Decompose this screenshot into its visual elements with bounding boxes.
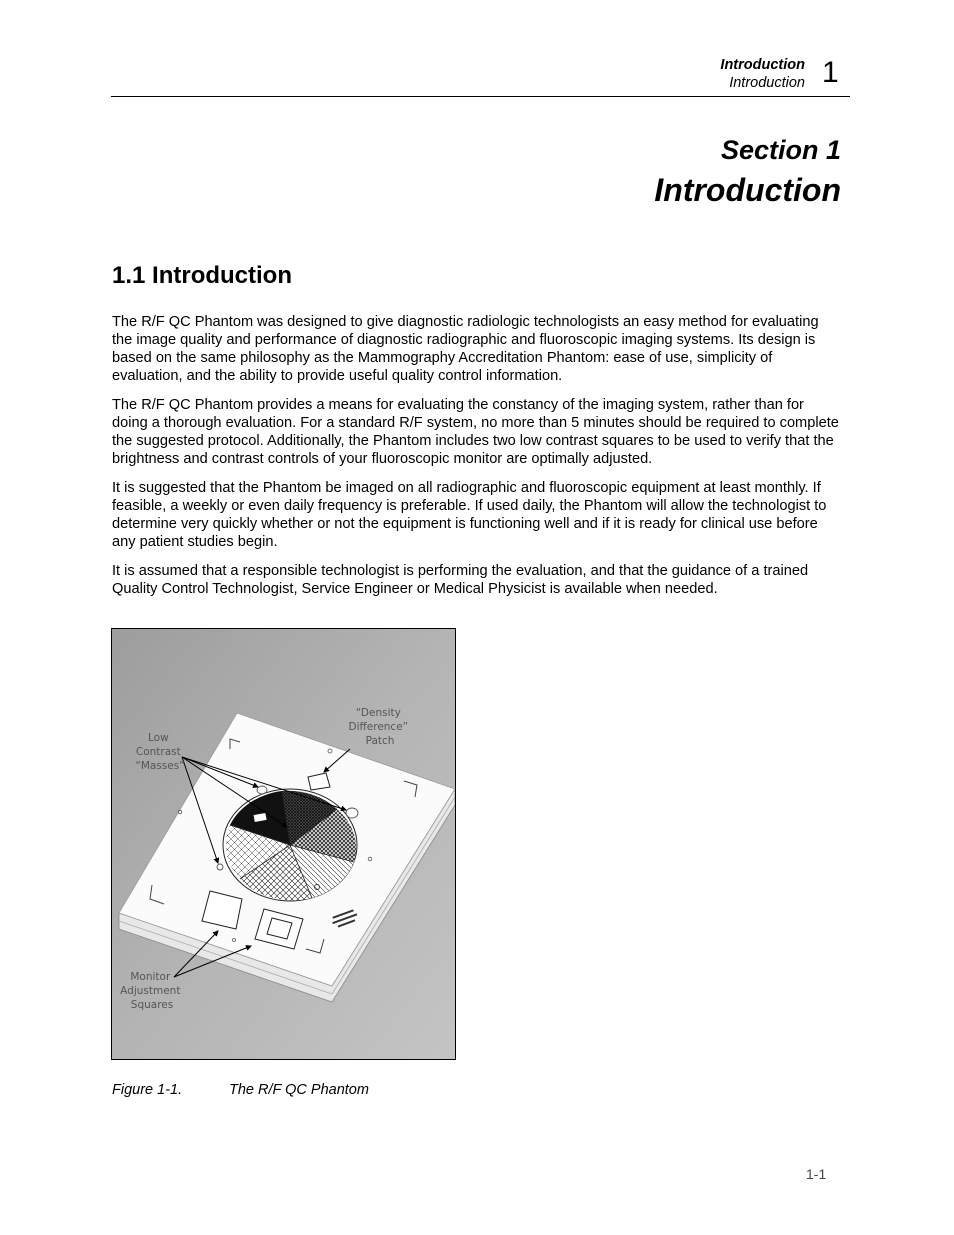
contrast-disc [223,789,357,901]
page-number: 1-1 [806,1166,827,1182]
phantom-figure [111,628,456,1060]
section-title: Introduction [654,172,841,208]
section-label: Section 1 [720,135,841,165]
low-contrast-label: Low Contrast “Masses” [135,732,185,772]
paragraph: The R/F QC Phantom was designed to give diagnostic radiologic technologists an easy method for evaluating the image quality and performance of diagnostic radiographic and fluoroscopic imaging systems. Its design is based on the same philosophy as the Mammography Accreditation Phantom: ease of use, simplicity of evaluation, and the ability to provide useful quality control information. [112,314,819,384]
chapter-number: 1 [822,56,839,89]
monitor-adjustment-label: Monitor Adjustment Squares [120,971,181,1011]
figure-caption [112,1081,369,1099]
running-head-section-title: Introduction [729,75,805,91]
paragraph: It is assumed that a responsible technologist is performing the evaluation, and that the guidance of a trained Quality Control Technologist, Service Engineer or Medical Physicist is available when needed. [112,563,809,597]
density-difference-label: “Density Difference” Patch [348,707,409,747]
paragraph: The R/F QC Phantom provides a means for evaluating the constancy of the imaging system, rather than for doing a thorough evaluation. For a standard R/F system, no more than 5 minutes should be required to complete the suggested protocol. Additionally, the Phantom includes two low contrast squares to be used to verify that the brightness and contrast controls of your fluoroscopic monitor are optimally adjusted. [112,397,839,467]
running-head-chapter-title: Introduction [720,57,805,73]
paragraph: It is suggested that the Phantom be imaged on all radiographic and fluoroscopic equipment at least monthly. If feasible, a weekly or even daily frequency is preferable. If used daily, the Phantom will allow the technologist to determine very quickly whether or not the equipment is functioning well and if it is ready for clinical use before any patient studies begin. [112,480,827,550]
running-head [720,56,805,92]
phantom-illustration [112,629,455,1059]
figure-caption-number: Figure 1-1. [112,1082,183,1098]
figure-caption-title: The R/F QC Phantom [229,1082,369,1098]
body-text [112,313,842,609]
header-rule [111,96,850,97]
subsection-heading: 1.1 Introduction [112,262,292,289]
